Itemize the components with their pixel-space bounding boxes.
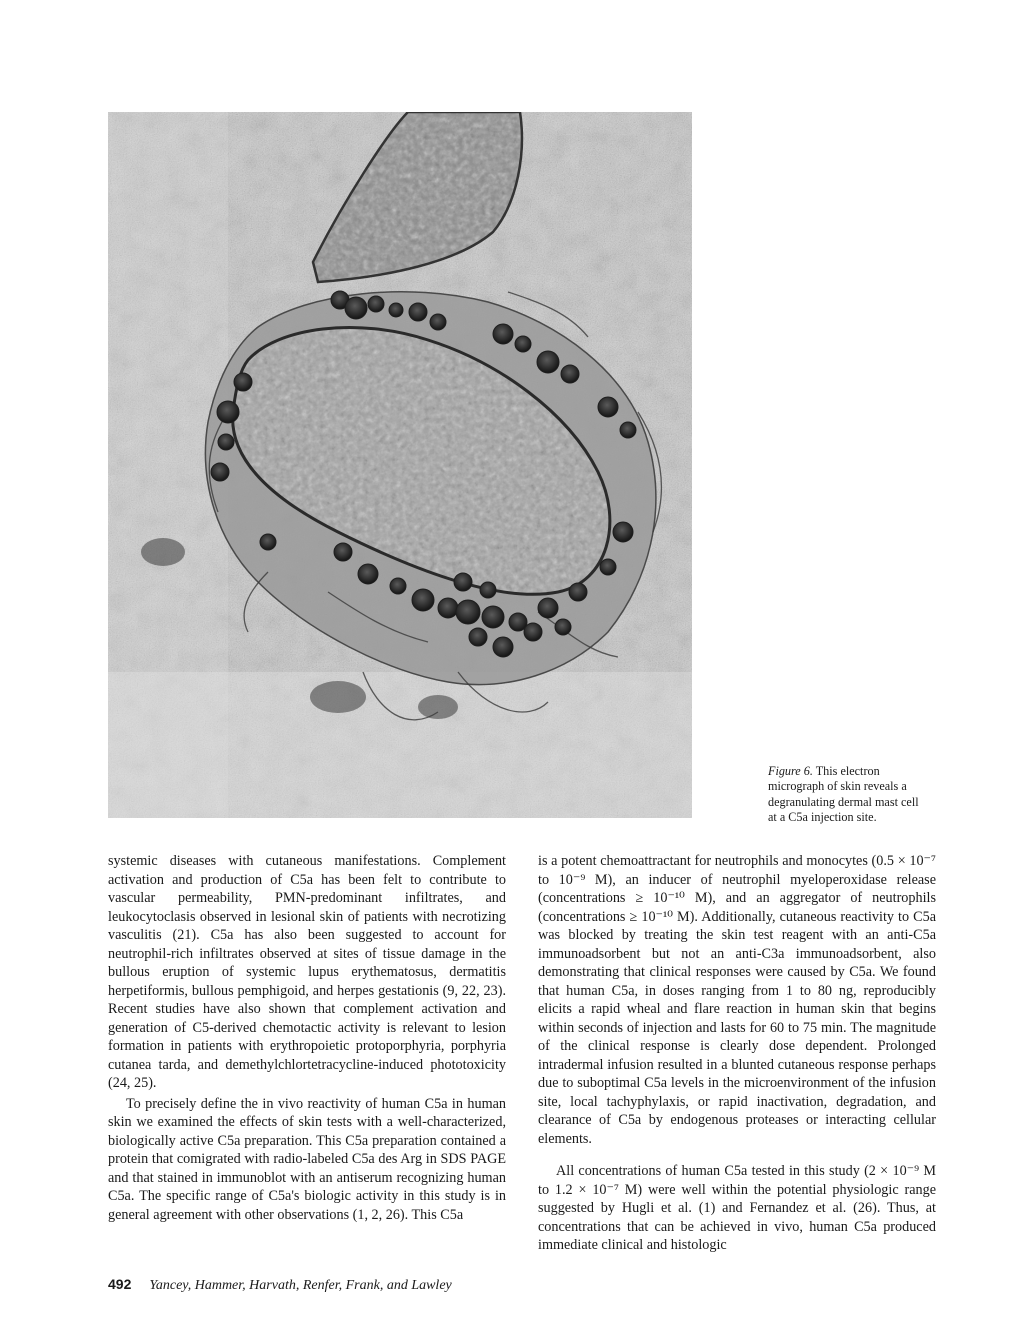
page-number: 492 <box>108 1276 132 1292</box>
left-paragraph-1: systemic diseases with cutaneous manifestations. Complement activation and production of C5a has been felt to contribute to vascular permeability, PMN-predominant infiltrates, and leukocytoclasis observed in lesional skin of patients with necrotizing vasculitis (21). C5a has also been suggested to account for neutrophil-rich infiltrates observed at sites of tissue damage in the bullous eruption of systemic lupus erythematosus, dermatitis herpetiformis, bullous pemphigoid, and herpes gestationis (9, 22, 23). Recent studies have also shown that complement activation and generation of C5-derived chemotactic activity is relevant to lesion formation in patients with erythropoietic protoporphyria, porphyria cutanea tarda, and demethylchlortetracycline-induced phototoxicity (24, 25). <box>108 853 506 1091</box>
footer-authors: Yancey, Hammer, Harvath, Renfer, Frank, and Lawley <box>149 1278 452 1293</box>
electron-micrograph <box>108 112 692 818</box>
page-footer <box>108 1276 452 1294</box>
figure-label: Figure 6. <box>768 764 813 778</box>
left-column <box>108 852 506 1224</box>
left-paragraph-2: To precisely define the in vivo reactivity of human C5a in human skin we examined the effects of skin tests with a well-characterized, biologically active C5a preparation. This C5a preparation contained a protein that comigrated with radio-labeled C5a des Arg in SDS PAGE and that stained in immunoblot with an antiserum recognizing human C5a. The specific range of C5a's biologic activity in this study is in general agreement with other observations (1, 2, 26). This C5a <box>108 1095 506 1223</box>
figure-caption-text: This electron micrograph of skin reveals a degranulating dermal mast cell at a C5a injection site. <box>768 764 919 825</box>
figure-caption <box>768 764 928 826</box>
right-paragraph-1: is a potent chemoattractant for neutrophils and monocytes (0.5 × 10⁻⁷ to 10⁻⁹ M), an inducer of neutrophil myeloperoxidase release (concentrations ≥ 10⁻¹⁰ M), and an aggregator of neutrophils (concentrations ≥ 10⁻¹⁰ M). Additionally, cutaneous reactivity to C5a was blocked by treating the skin test reagent with an anti-C5a immunoadsorbent but not an anti-C3a immunoadsorbent, also demonstrating that clinical responses were caused by C5a. We found that human C5a, in doses ranging from 1 to 80 ng, reproducibly elicits a rapid wheal and flare reaction in human skin that begins within seconds of injection and lasts for 60 to 75 min. The magnitude of the clinical response is clearly dose dependent. Prolonged intradermal infusion resulted in a blunted cutaneous response perhaps due to suboptimal C5a levels in the microenvironment of the infusion site, local tachyphylaxis, or rapid inactivation, degradation, and clearance of C5a by endogenous proteases or interacting cellular elements. <box>538 853 936 1147</box>
right-column <box>538 852 936 1255</box>
right-paragraph-2: All concentrations of human C5a tested in this study (2 × 10⁻⁹ M to 1.2 × 10⁻⁷ M) were well within the potential physiologic range suggested by Hugli et al. (1) and Fernandez et al. (26). Thus, at concentrations that can be achieved in vivo, human C5a produced immediate clinical and histologic <box>538 1163 936 1253</box>
